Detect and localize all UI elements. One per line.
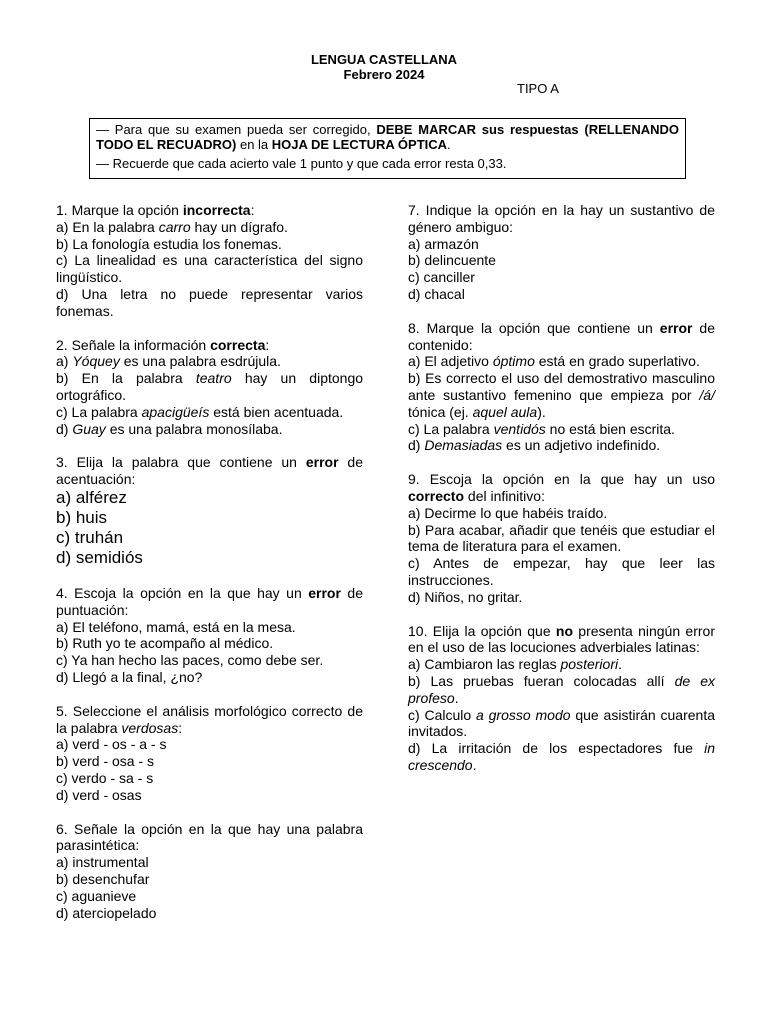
question-1-stem: 1. Marque la opción incorrecta: bbox=[56, 202, 255, 218]
question-1 bbox=[56, 202, 363, 320]
question-6-option-c[interactable]: c) aguanieve bbox=[56, 887, 137, 904]
exam-type-label: TIPO A bbox=[517, 81, 559, 96]
question-7-option-a[interactable]: a) armazón bbox=[408, 235, 479, 252]
instructions-box bbox=[89, 118, 686, 179]
question-9-option-c[interactable]: c) Antes de empezar, hay que leer las instrucciones. bbox=[408, 555, 715, 588]
question-7 bbox=[408, 202, 715, 303]
question-1-option-d[interactable]: d) Una letra no puede representar varios fonemas. bbox=[56, 285, 363, 319]
question-6-stem: 6. Señale la opción en la que hay una palabra parasintética: bbox=[56, 820, 363, 854]
question-9 bbox=[408, 471, 715, 605]
question-7-stem: 7. Indique la opción en la hay un sustantivo de género ambiguo: bbox=[408, 202, 715, 235]
instruction-scoring: — Recuerde que cada acierto vale 1 punto y que cada error resta 0,33. bbox=[96, 156, 507, 171]
question-8-stem: 8. Marque la opción que contiene un error de contenido: bbox=[408, 319, 715, 353]
question-7-option-b[interactable]: b) delincuente bbox=[408, 252, 496, 269]
question-2-option-a[interactable]: a) Yóquey es una palabra esdrújula. bbox=[56, 353, 281, 370]
question-8-option-d[interactable]: d) Demasiadas es un adjetivo indefinido. bbox=[408, 437, 661, 454]
question-3-option-a[interactable]: a) alférez bbox=[56, 487, 127, 507]
question-2-option-d[interactable]: d) Guay es una palabra monosílaba. bbox=[56, 420, 283, 437]
question-7-option-d[interactable]: d) chacal bbox=[408, 285, 465, 302]
question-1-option-b[interactable]: b) La fonología estudia los fonemas. bbox=[56, 235, 282, 252]
question-10-option-a[interactable]: a) Cambiaron las reglas posteriori. bbox=[408, 656, 622, 673]
question-10-option-c[interactable]: c) Calculo a grosso modo que asistirán cuarenta invitados. bbox=[408, 706, 716, 740]
question-10 bbox=[408, 623, 715, 774]
question-1-option-a[interactable]: a) En la palabra carro hay un dígrafo. bbox=[56, 218, 288, 235]
exam-subject-title: LENGUA CASTELLANA bbox=[310, 52, 458, 67]
question-10-option-d[interactable]: d) La irritación de los espectadores fue in crescendo. bbox=[408, 740, 715, 773]
question-9-option-d[interactable]: d) Niños, no gritar. bbox=[408, 588, 523, 605]
question-8-option-b[interactable]: b) Es correcto el uso del demostrativo masculino ante sustantivo femenino que empieza por /á/ tónica (ej. aquel aula). bbox=[408, 370, 715, 420]
left-column bbox=[56, 202, 363, 938]
question-10-option-b[interactable]: b) Las pruebas fueran colocadas allí de ex profeso. bbox=[408, 672, 715, 706]
question-8-option-c[interactable]: c) La palabra ventidós no está bien escrita. bbox=[408, 420, 675, 437]
question-10-stem: 10. Elija la opción que no presenta ningún error en el uso de las locuciones adverbiales latinas: bbox=[408, 622, 715, 656]
question-5-option-b[interactable]: b) verd - osa - s bbox=[56, 753, 155, 770]
question-4-option-a[interactable]: a) El teléfono, mamá, está en la mesa. bbox=[56, 618, 296, 635]
question-4 bbox=[56, 585, 363, 686]
question-4-option-c[interactable]: c) Ya han hecho las paces, como debe ser. bbox=[56, 652, 324, 669]
question-6-option-b[interactable]: b) desenchufar bbox=[56, 870, 150, 887]
question-9-stem: 9. Escoja la opción en la que hay un uso correcto del infinitivo: bbox=[408, 471, 715, 504]
question-1-option-c[interactable]: c) La linealidad es una característica del signo lingüístico. bbox=[56, 252, 363, 286]
question-5-option-a[interactable]: a) verd - os - a - s bbox=[56, 736, 167, 753]
instruction-marking: — Para que su examen pueda ser corregido, DEBE MARCAR sus respuestas (RELLENANDO TODO EL RECUADRO) en la HOJA DE LECTURA ÓPTICA. bbox=[96, 122, 679, 152]
question-6-option-a[interactable]: a) instrumental bbox=[56, 854, 149, 871]
question-7-option-c[interactable]: c) canciller bbox=[408, 269, 475, 286]
question-3-stem: 3. Elija la palabra que contiene un error de acentuación: bbox=[56, 454, 363, 488]
question-2-stem: 2. Señale la información correcta: bbox=[56, 336, 270, 353]
question-5-option-c[interactable]: c) verdo - sa - s bbox=[56, 769, 154, 786]
question-9-option-b[interactable]: b) Para acabar, añadir que tenéis que estudiar el tema de literatura para el examen. bbox=[408, 521, 715, 555]
question-3-option-d[interactable]: d) semidiós bbox=[56, 547, 143, 567]
question-6 bbox=[56, 821, 363, 922]
exam-date: Febrero 2024 bbox=[343, 67, 425, 82]
question-5 bbox=[56, 703, 363, 804]
question-5-stem: 5. Seleccione el análisis morfológico correcto de la palabra verdosas: bbox=[56, 702, 363, 736]
question-3-option-b[interactable]: b) huis bbox=[56, 507, 108, 527]
question-8-option-a[interactable]: a) El adjetivo óptimo está en grado superlativo. bbox=[408, 353, 700, 370]
right-column bbox=[408, 202, 715, 791]
question-8 bbox=[408, 320, 715, 454]
question-3 bbox=[56, 454, 363, 568]
question-5-option-d[interactable]: d) verd - osas bbox=[56, 786, 142, 803]
question-6-option-d[interactable]: d) aterciopelado bbox=[56, 904, 157, 921]
question-4-stem: 4. Escoja la opción en la que hay un error de puntuación: bbox=[56, 584, 364, 618]
question-9-option-a[interactable]: a) Decirme lo que habéis traído. bbox=[408, 504, 608, 521]
question-3-option-c[interactable]: c) truhán bbox=[56, 527, 124, 547]
question-2 bbox=[56, 337, 363, 438]
question-2-option-b[interactable]: b) En la palabra teatro hay un diptongo ortográfico. bbox=[56, 370, 364, 403]
question-4-option-b[interactable]: b) Ruth yo te acompaño al médico. bbox=[56, 635, 274, 652]
question-4-option-d[interactable]: d) Llegó a la final, ¿no? bbox=[56, 668, 203, 685]
question-2-option-c[interactable]: c) La palabra apacigüeís está bien acentuada. bbox=[56, 403, 344, 420]
